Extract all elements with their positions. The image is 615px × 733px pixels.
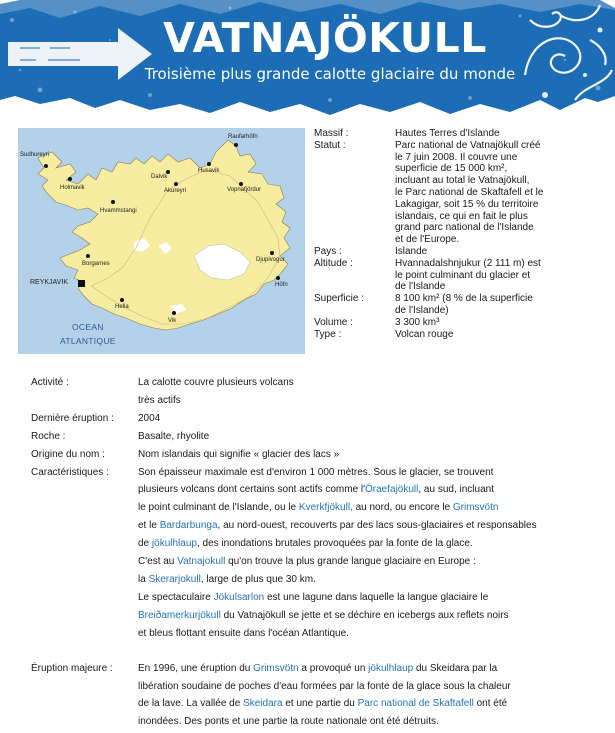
detail-value	[138, 374, 611, 410]
fact-row-superficie	[314, 293, 614, 317]
link-grimsvotn[interactable]: Grimsvötn	[452, 502, 499, 514]
detail-line: Le spectaculaire Jökulsarlon est une lagune dans laquelle la langue glaciaire le	[138, 591, 489, 603]
fact-row-statut	[314, 140, 614, 246]
detail-line: et bleus flottant ensuite dans l'océan Atlantique.	[138, 627, 349, 639]
detail-line: et le Bardarbunga, au nord-ouest, recouverts par des lacs sous-glaciaires et responsables	[138, 520, 537, 532]
link-skeidara[interactable]: Skeidara	[243, 698, 283, 710]
fact-value-line: le 7 juin 2008. Il couvre une	[395, 151, 518, 163]
fact-value	[395, 140, 607, 246]
detail-row-eruption-majeure	[31, 660, 611, 732]
detail-key: Roche :	[31, 430, 66, 442]
header-banner	[0, 0, 615, 118]
fact-value-line: de l'Islande)	[395, 304, 449, 316]
capital-marker	[78, 280, 85, 287]
map-label-hvammstangi: Hvammstangi	[100, 208, 137, 214]
fact-key: Pays :	[314, 245, 342, 257]
map-label-raufarhofn: Raufarhöfn	[228, 134, 258, 140]
map-label-hofn: Höfn	[275, 282, 288, 288]
map-label-vik: Vik	[168, 318, 177, 324]
fact-value: 3 300 km³	[395, 316, 440, 328]
link-grimsvotn-2[interactable]: Grimsvötn	[253, 662, 299, 674]
fact-value: Islande	[395, 245, 428, 257]
detail-line: la Skerarjokull, large de plus que 30 km.	[138, 573, 316, 585]
link-bardarbunga[interactable]: Bardarbunga	[159, 520, 218, 532]
detail-line: plusieurs volcans dont certains sont actifs comme l'Öraefajökull, au sud, incluant	[138, 484, 494, 496]
detail-key: Activité :	[31, 377, 69, 388]
link-kverkfjokull[interactable]: Kverkfjökull,	[298, 502, 353, 514]
fact-key: Volume :	[314, 316, 353, 328]
detail-line: En 1996, une éruption du Grimsvötn a provoqué un jökulhlaup du Skeidara par la	[138, 662, 498, 674]
fact-row-type	[314, 329, 614, 341]
detail-line: inondées. Des ponts et une partie la route nationale ont été détruits.	[138, 716, 439, 728]
detail-key: Éruption majeure :	[31, 662, 113, 674]
map-label-husavik: Husavik	[198, 168, 220, 174]
detail-value: 2004	[138, 412, 161, 424]
fact-value	[395, 258, 607, 293]
fact-key: Superficie :	[314, 293, 365, 305]
map-label-atlantique: ATLANTIQUE	[60, 336, 116, 346]
iceland-map	[18, 128, 305, 354]
fact-value: Hautes Terres d'Islande	[395, 128, 500, 139]
link-vatnajokull[interactable]: Vatnajokull	[177, 556, 226, 568]
fact-row-volume	[314, 317, 614, 329]
map-label-vopnafjordur: Vopnafjördur	[227, 187, 262, 193]
detail-key: Origine du nom :	[31, 448, 105, 460]
map-label-djupivogur: Djupivogur	[256, 257, 285, 263]
detail-value: Nom islandais qui signifie « glacier des lacs »	[138, 448, 340, 460]
detail-value	[138, 464, 611, 643]
fact-key: Massif :	[314, 128, 349, 139]
detail-line: La calotte couvre plusieurs volcans	[138, 377, 294, 388]
detail-key: Caractéristiques :	[31, 466, 109, 478]
fact-value-line: Parc national de Vatnajökull créé	[395, 139, 541, 151]
map-label-holmavik: Holmavik	[60, 185, 85, 191]
fact-key: Altitude :	[314, 257, 353, 269]
map-label-dalvik: Dalvik	[151, 174, 168, 180]
link-parc-skaftafell[interactable]: Parc national de Skaftafell	[357, 698, 474, 710]
map-label-borgarnes: Borgarnes	[82, 261, 110, 267]
detail-line: Son épaisseur maximale est d'environ 1 000 mètres. Sous le glacier, se trouvent	[138, 466, 494, 478]
detail-line: C'est au Vatnajokull qu'on trouve la plus grande langue glaciaire en Europe :	[138, 556, 476, 568]
fact-value: Volcan rouge	[395, 328, 454, 340]
fact-row-pays	[314, 246, 614, 258]
map-label-akureyri: Akureyri	[164, 188, 187, 194]
fact-value-line: islandais, ce qui en fait le plus	[395, 210, 528, 222]
fact-value	[395, 293, 607, 317]
map-label-ocean: OCEAN	[72, 322, 104, 332]
detail-value: Basalte, rhyolite	[138, 430, 210, 442]
detail-row-roche	[31, 428, 611, 446]
detail-line: Breiðamerkurjökull du Vatnajökull se jette et se déchire en icebergs aux reflets noirs	[138, 609, 509, 621]
link-oraefajokull[interactable]: Öraefajökull	[365, 484, 419, 496]
page-title: VATNAJÖKULL	[163, 14, 487, 62]
fact-row-altitude	[314, 258, 614, 293]
fact-value-line: grand parc national de l'Islande	[395, 222, 534, 234]
detail-row-derniere-eruption	[31, 410, 611, 428]
fact-value-line: le Parc national de Skaftafell et le	[395, 186, 544, 198]
iceland-map-graphic	[18, 128, 305, 354]
detail-row-origine	[31, 446, 611, 464]
fact-value-line: Hvannadalshnjukur (2 111 m) est	[395, 257, 541, 269]
fact-value-line: 8 100 km² (8 % de la superficie	[395, 293, 533, 305]
link-jokulhlaup-2[interactable]: jökulhlaup	[368, 662, 414, 674]
fact-key: Statut :	[314, 139, 346, 151]
detail-line: libération soudaine de poches d'eau formées par la fonte de la glace sous la chaleur	[138, 680, 511, 692]
fact-value-line: superficie de 15 000 km²,	[395, 163, 508, 175]
fact-value-line: et de l'Europe.	[395, 234, 460, 246]
fact-value-line: incluant au total le Vatnajökull,	[395, 175, 530, 187]
details-section	[31, 374, 611, 731]
detail-line: le point culminant de l'Islande, ou le Kverkfjökull, au nord, ou encore le Grimsvötn	[138, 502, 499, 514]
fact-row-massif	[314, 128, 614, 140]
map-label-reykjavik: REYKJAVIK	[30, 279, 68, 286]
page-subtitle: Troisième plus grande calotte glaciaire du monde	[144, 65, 516, 83]
fact-key: Type :	[314, 328, 342, 340]
link-skerarjokull[interactable]: Skerarjokull	[148, 573, 201, 585]
fact-value-line: de l'Islande	[395, 281, 446, 293]
detail-value	[138, 660, 611, 732]
spacer	[31, 643, 611, 660]
link-breidamerkurjokull[interactable]: Breiðamerkurjökull	[138, 609, 221, 621]
link-jokulsarlon[interactable]: Jökulsarlon	[213, 591, 265, 603]
detail-row-activite	[31, 374, 611, 410]
detail-line: très actifs	[138, 394, 181, 406]
facts-table	[314, 128, 614, 340]
map-label-hella: Hella	[115, 304, 129, 310]
map-label-sudhureyri: Sudhureyri	[20, 152, 50, 158]
fact-value-line: le point culminant du glacier et	[395, 269, 531, 281]
detail-row-caracteristiques	[31, 464, 611, 643]
detail-key: Dernière éruption :	[31, 412, 114, 424]
link-jokulhlaup[interactable]: jökulhlaup	[151, 538, 197, 550]
detail-line: de jökulhlaup, des inondations brutales provoquées par la fonte de la glace.	[138, 538, 473, 550]
fact-value-line: Lakagigar, soit 15 % du territoire	[395, 198, 539, 210]
detail-line: de la lave. La vallée de Skeidara et une partie du Parc national de Skaftafell ont été	[138, 698, 508, 710]
